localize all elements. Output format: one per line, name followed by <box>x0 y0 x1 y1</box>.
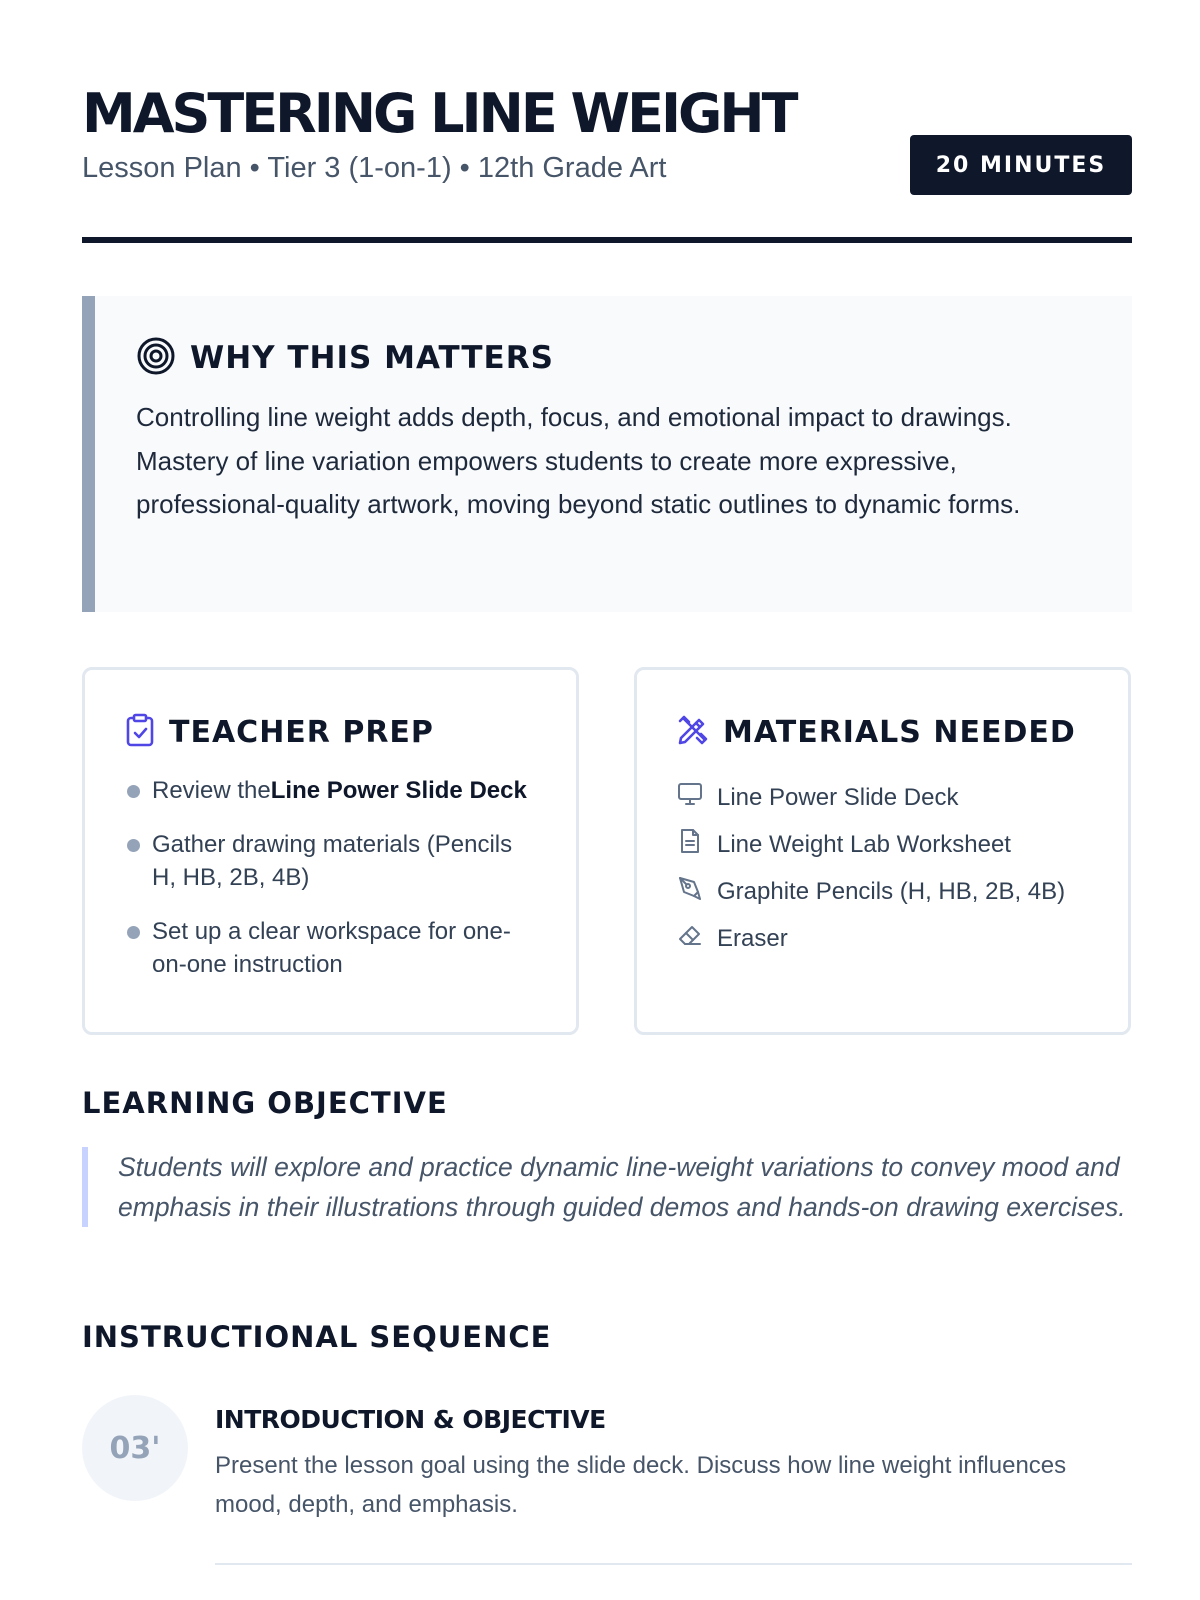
page-title: MASTERING LINE WEIGHT <box>82 82 796 145</box>
list-item <box>677 774 1088 821</box>
step-title: INTRODUCTION & OBJECTIVE <box>215 1405 606 1434</box>
bullet-icon <box>127 785 140 798</box>
step-body <box>215 1405 1132 1524</box>
prep-item-text: Set up a clear workspace for one-on-one instruction <box>152 918 511 978</box>
list-item <box>125 828 536 894</box>
target-icon <box>136 336 176 381</box>
material-label: Eraser <box>717 924 788 952</box>
teacher-prep-list <box>125 774 536 981</box>
document-icon <box>677 828 703 861</box>
header-divider <box>82 237 1132 243</box>
list-item <box>125 774 536 807</box>
materials-title: MATERIALS NEEDED <box>723 714 1076 750</box>
instructional-sequence-title: INSTRUCTIONAL SEQUENCE <box>82 1320 552 1354</box>
header <box>82 0 1132 244</box>
teacher-prep-title: TEACHER PREP <box>169 714 434 750</box>
prep-item-bold: Line Power Slide Deck <box>270 777 527 804</box>
duration-badge: 20 MINUTES <box>910 135 1132 195</box>
prep-item-text: Gather drawing materials (Pencils H, HB, 2B, 4B) <box>152 831 513 891</box>
teacher-prep-card <box>82 667 579 1035</box>
materials-card <box>634 667 1131 1035</box>
prep-item-prefix: Review the <box>152 777 271 804</box>
material-label: Line Weight Lab Worksheet <box>717 830 1011 858</box>
list-item <box>677 915 1088 962</box>
clipboard-check-icon <box>125 713 155 752</box>
materials-list <box>677 774 1088 962</box>
list-item <box>125 915 536 981</box>
pen-tool-icon <box>677 875 703 908</box>
eraser-icon <box>677 922 703 955</box>
page-subtitle: Lesson Plan • Tier 3 (1-on-1) • 12th Grade Art <box>82 152 667 184</box>
list-item <box>677 868 1088 915</box>
material-label: Graphite Pencils (H, HB, 2B, 4B) <box>717 877 1066 905</box>
why-title: WHY THIS MATTERS <box>190 340 554 376</box>
learning-objective-text: Students will explore and practice dynamic line-weight variations to convey mood and emphasis in their illustrations through guided demos and hands-on drawing exercises. <box>82 1147 1132 1227</box>
why-text: Controlling line weight adds depth, focus, and emotional impact to drawings. Mastery of line variation empowers students to create more expressive, professional-quality artwork, moving beyond static outlines to dynamic forms. <box>136 402 1021 519</box>
materials-heading <box>677 710 1088 754</box>
learning-objective-title: LEARNING OBJECTIVE <box>82 1086 448 1120</box>
monitor-icon <box>677 781 703 814</box>
step-divider <box>215 1563 1132 1565</box>
bullet-icon <box>127 839 140 852</box>
why-heading <box>136 336 1092 380</box>
bullet-icon <box>127 926 140 939</box>
why-this-matters-card <box>82 296 1132 612</box>
lesson-plan-page <box>82 0 1132 1518</box>
step-text: Present the lesson goal using the slide deck. Discuss how line weight influences mood, depth, and emphasis. <box>215 1452 1067 1518</box>
material-label: Line Power Slide Deck <box>717 783 959 811</box>
step-duration: 03' <box>82 1395 188 1501</box>
list-item <box>677 821 1088 868</box>
teacher-prep-heading <box>125 710 536 754</box>
pencil-ruler-icon <box>677 714 709 751</box>
